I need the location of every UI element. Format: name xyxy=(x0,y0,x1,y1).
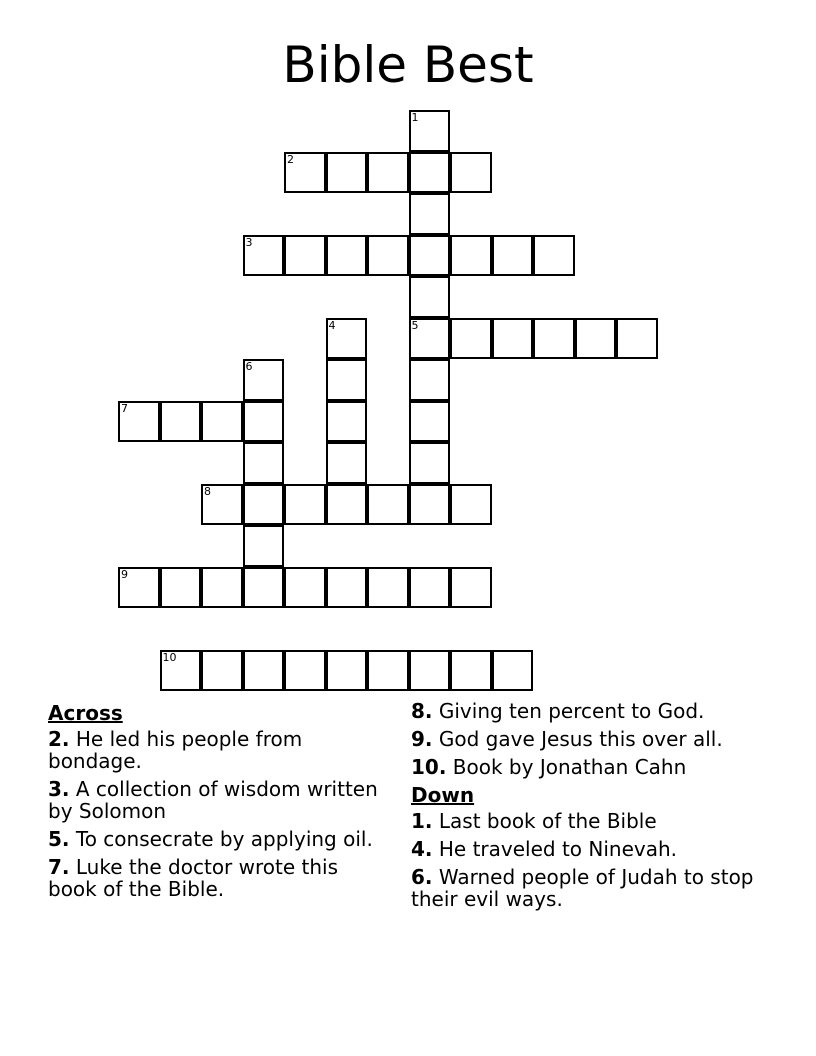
clue-item xyxy=(48,778,388,822)
clues-left-column xyxy=(48,700,388,906)
clue-number: 1 xyxy=(411,111,419,124)
grid-cell[interactable] xyxy=(367,567,409,609)
grid-cell[interactable] xyxy=(409,359,451,401)
grid-cell[interactable] xyxy=(243,442,285,484)
clue-text: Book by Jonathan Cahn xyxy=(452,755,687,779)
grid-cell[interactable] xyxy=(409,318,451,360)
clue-number: 7 xyxy=(121,401,128,415)
clues-right-column xyxy=(411,700,771,916)
clue-number: 4 xyxy=(328,318,336,332)
grid-cell[interactable] xyxy=(409,401,451,443)
grid-cell[interactable] xyxy=(450,318,492,360)
clue-number-label: 1. xyxy=(411,809,433,833)
clue-text: Warned people of Judah to stop their evil ways. xyxy=(411,865,754,911)
grid-cell[interactable] xyxy=(409,152,451,194)
grid-cell[interactable] xyxy=(367,650,409,692)
across-clue-list xyxy=(48,728,388,900)
grid-cell[interactable] xyxy=(409,193,451,235)
grid-cell[interactable] xyxy=(243,401,285,443)
grid-cell[interactable] xyxy=(201,650,243,692)
clue-text: To consecrate by applying oil. xyxy=(75,827,373,851)
grid-cell[interactable] xyxy=(409,567,451,609)
grid-cell[interactable] xyxy=(409,484,451,526)
clue-number-label: 10. xyxy=(411,755,447,779)
grid-cell[interactable] xyxy=(450,235,492,277)
grid-cell[interactable] xyxy=(284,235,326,277)
grid-cell[interactable] xyxy=(160,650,202,692)
grid-cell[interactable] xyxy=(409,650,451,692)
grid-cell[interactable] xyxy=(284,152,326,194)
clue-number-label: 3. xyxy=(48,777,70,801)
grid-cell[interactable] xyxy=(118,567,160,609)
grid-cell[interactable] xyxy=(409,110,451,152)
clue-item xyxy=(411,728,771,750)
grid-cell[interactable] xyxy=(450,484,492,526)
grid-cell[interactable] xyxy=(326,318,368,360)
grid-cell[interactable] xyxy=(409,276,451,318)
grid-cell[interactable] xyxy=(409,235,451,277)
grid-cell[interactable] xyxy=(575,318,617,360)
clue-number: 9 xyxy=(121,567,128,581)
grid-cell[interactable] xyxy=(326,152,368,194)
grid-cell[interactable] xyxy=(326,650,368,692)
grid-cell[interactable] xyxy=(616,318,658,360)
grid-cell[interactable] xyxy=(492,318,534,360)
clue-number: 5 xyxy=(411,318,419,332)
clue-item xyxy=(411,866,771,910)
across-clue-list-continued xyxy=(411,700,771,778)
grid-cell[interactable] xyxy=(243,484,285,526)
grid-cell[interactable] xyxy=(326,401,368,443)
grid-cell[interactable] xyxy=(201,401,243,443)
clue-number-label: 2. xyxy=(48,727,70,751)
clue-item xyxy=(411,756,771,778)
clue-number-label: 6. xyxy=(411,865,433,889)
grid-cell[interactable] xyxy=(367,484,409,526)
grid-cell[interactable] xyxy=(243,525,285,567)
clue-number-label: 7. xyxy=(48,855,70,879)
grid-cell[interactable] xyxy=(326,567,368,609)
clue-number: 3 xyxy=(245,235,253,249)
grid-cell[interactable] xyxy=(160,567,202,609)
across-heading: Across xyxy=(48,701,123,725)
clue-text: Luke the doctor wrote this book of the Bible. xyxy=(48,855,339,901)
clue-item xyxy=(411,838,771,860)
clue-number-label: 4. xyxy=(411,837,433,861)
clue-number-label: 5. xyxy=(48,827,70,851)
page-title: Bible Best xyxy=(282,36,534,94)
clue-text: A collection of wisdom written by Solomon xyxy=(48,777,378,823)
grid-cell[interactable] xyxy=(243,567,285,609)
grid-cell[interactable] xyxy=(201,567,243,609)
grid-cell[interactable] xyxy=(492,235,534,277)
grid-cell[interactable] xyxy=(284,484,326,526)
grid-cell[interactable] xyxy=(201,484,243,526)
clue-number-label: 9. xyxy=(411,727,433,751)
grid-cell[interactable] xyxy=(243,650,285,692)
clue-number-label: 8. xyxy=(411,699,433,723)
clue-text: Giving ten percent to God. xyxy=(438,699,705,723)
clue-text: He led his people from bondage. xyxy=(48,727,303,773)
clue-item xyxy=(48,828,388,850)
clue-number: 10 xyxy=(162,650,177,664)
grid-cell[interactable] xyxy=(450,650,492,692)
clue-item xyxy=(48,728,388,772)
clue-text: God gave Jesus this over all. xyxy=(438,727,723,751)
clue-item xyxy=(48,856,388,900)
down-heading: Down xyxy=(411,783,475,807)
grid-cell[interactable] xyxy=(326,235,368,277)
grid-cell[interactable] xyxy=(118,401,160,443)
clue-number: 6 xyxy=(245,360,253,373)
grid-cell[interactable] xyxy=(284,650,326,692)
grid-cell[interactable] xyxy=(326,359,368,401)
clue-item xyxy=(411,700,771,722)
clue-item xyxy=(411,810,771,832)
grid-cell[interactable] xyxy=(367,235,409,277)
grid-cell[interactable] xyxy=(533,235,575,277)
grid-cell[interactable] xyxy=(284,567,326,609)
grid-cell[interactable] xyxy=(533,318,575,360)
grid-cell[interactable] xyxy=(450,152,492,194)
clue-text: Last book of the Bible xyxy=(438,809,657,833)
grid-cell[interactable] xyxy=(160,401,202,443)
clue-text: He traveled to Ninevah. xyxy=(438,837,678,861)
grid-cell[interactable] xyxy=(326,484,368,526)
down-clue-list xyxy=(411,810,771,910)
clue-number: 8 xyxy=(204,484,211,498)
grid-cell[interactable] xyxy=(450,567,492,609)
grid-cell[interactable] xyxy=(409,442,451,484)
grid-cell[interactable] xyxy=(243,359,285,401)
grid-cell[interactable] xyxy=(243,235,285,277)
grid-cell[interactable] xyxy=(367,152,409,194)
grid-cell[interactable] xyxy=(492,650,534,692)
clue-number: 2 xyxy=(287,152,294,166)
grid-cell[interactable] xyxy=(326,442,368,484)
